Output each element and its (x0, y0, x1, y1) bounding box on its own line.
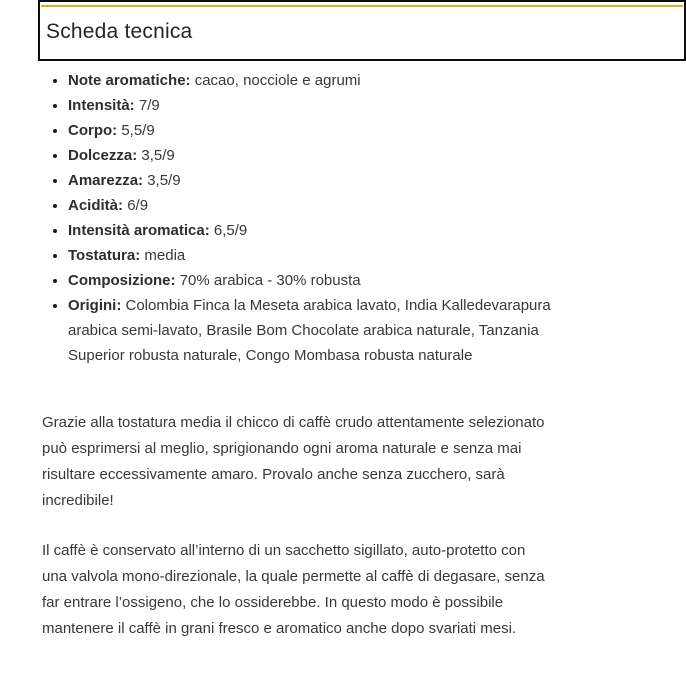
spec-value: 6/9 (127, 197, 149, 214)
spec-list-item (68, 243, 562, 268)
spec-value: 70% arabica - 30% robusta (179, 272, 361, 289)
spec-list-item (68, 93, 562, 118)
spec-value: Colombia Finca la Meseta arabica lavato, India Kalledevarapura arabica semi-lavato, Brasile Bom Chocolate arabica naturale, Tanzania Superior robusta naturale, Congo Mombasa robusta naturale (68, 297, 551, 364)
spec-value: 5,5/9 (121, 122, 155, 139)
spec-label: Acidità: (68, 197, 124, 214)
spec-value: cacao, nocciole e agrumi (194, 72, 361, 89)
spec-value: 3,5/9 (147, 172, 181, 189)
spec-label: Intensità: (68, 97, 135, 114)
description-paragraphs (42, 410, 562, 642)
spec-label: Origini: (68, 297, 122, 314)
spec-list-item (68, 118, 562, 143)
spec-label: Note aromatiche: (68, 72, 191, 89)
spec-list-item (68, 293, 562, 368)
spec-value: 7/9 (138, 97, 160, 114)
section-title: Scheda tecnica (46, 20, 193, 43)
spec-list-item (68, 193, 562, 218)
spec-value: media (144, 247, 186, 264)
paragraph-conservazione: Il caffè è conservato all’interno di un sacchetto sigillato, auto-protetto con una valvola mono-direzionale, la quale permette al caffè di degasare, senza far entrare l’ossigeno, che lo ossiderebbe. In questo modo è possibile mantenere il caffè in grani fresco e aromatico anche dopo svariati mesi. (42, 542, 545, 637)
tech-sheet-content (42, 68, 562, 642)
paragraph-tostatura: Grazie alla tostatura media il chicco di caffè crudo attentamente selezionato può esprimersi al meglio, sprigionando ogni aroma naturale e senza mai risultare eccessivamente amaro. Provalo anche senza zucchero, sarà incredibile! (42, 414, 545, 509)
spec-label: Amarezza: (68, 172, 144, 189)
spec-label: Corpo: (68, 122, 118, 139)
spec-label: Tostatura: (68, 247, 141, 264)
spec-list-item (68, 168, 562, 193)
spec-label: Composizione: (68, 272, 176, 289)
spec-list (42, 68, 562, 368)
spec-list-item (68, 218, 562, 243)
spec-label: Intensità aromatica: (68, 222, 210, 239)
spec-value: 3,5/9 (141, 147, 175, 164)
spec-list-item (68, 143, 562, 168)
tab-scheda-tecnica[interactable] (38, 0, 686, 61)
spec-list-item (68, 268, 562, 293)
spec-label: Dolcezza: (68, 147, 138, 164)
spec-list-item (68, 68, 562, 93)
spec-value: 6,5/9 (213, 222, 248, 239)
